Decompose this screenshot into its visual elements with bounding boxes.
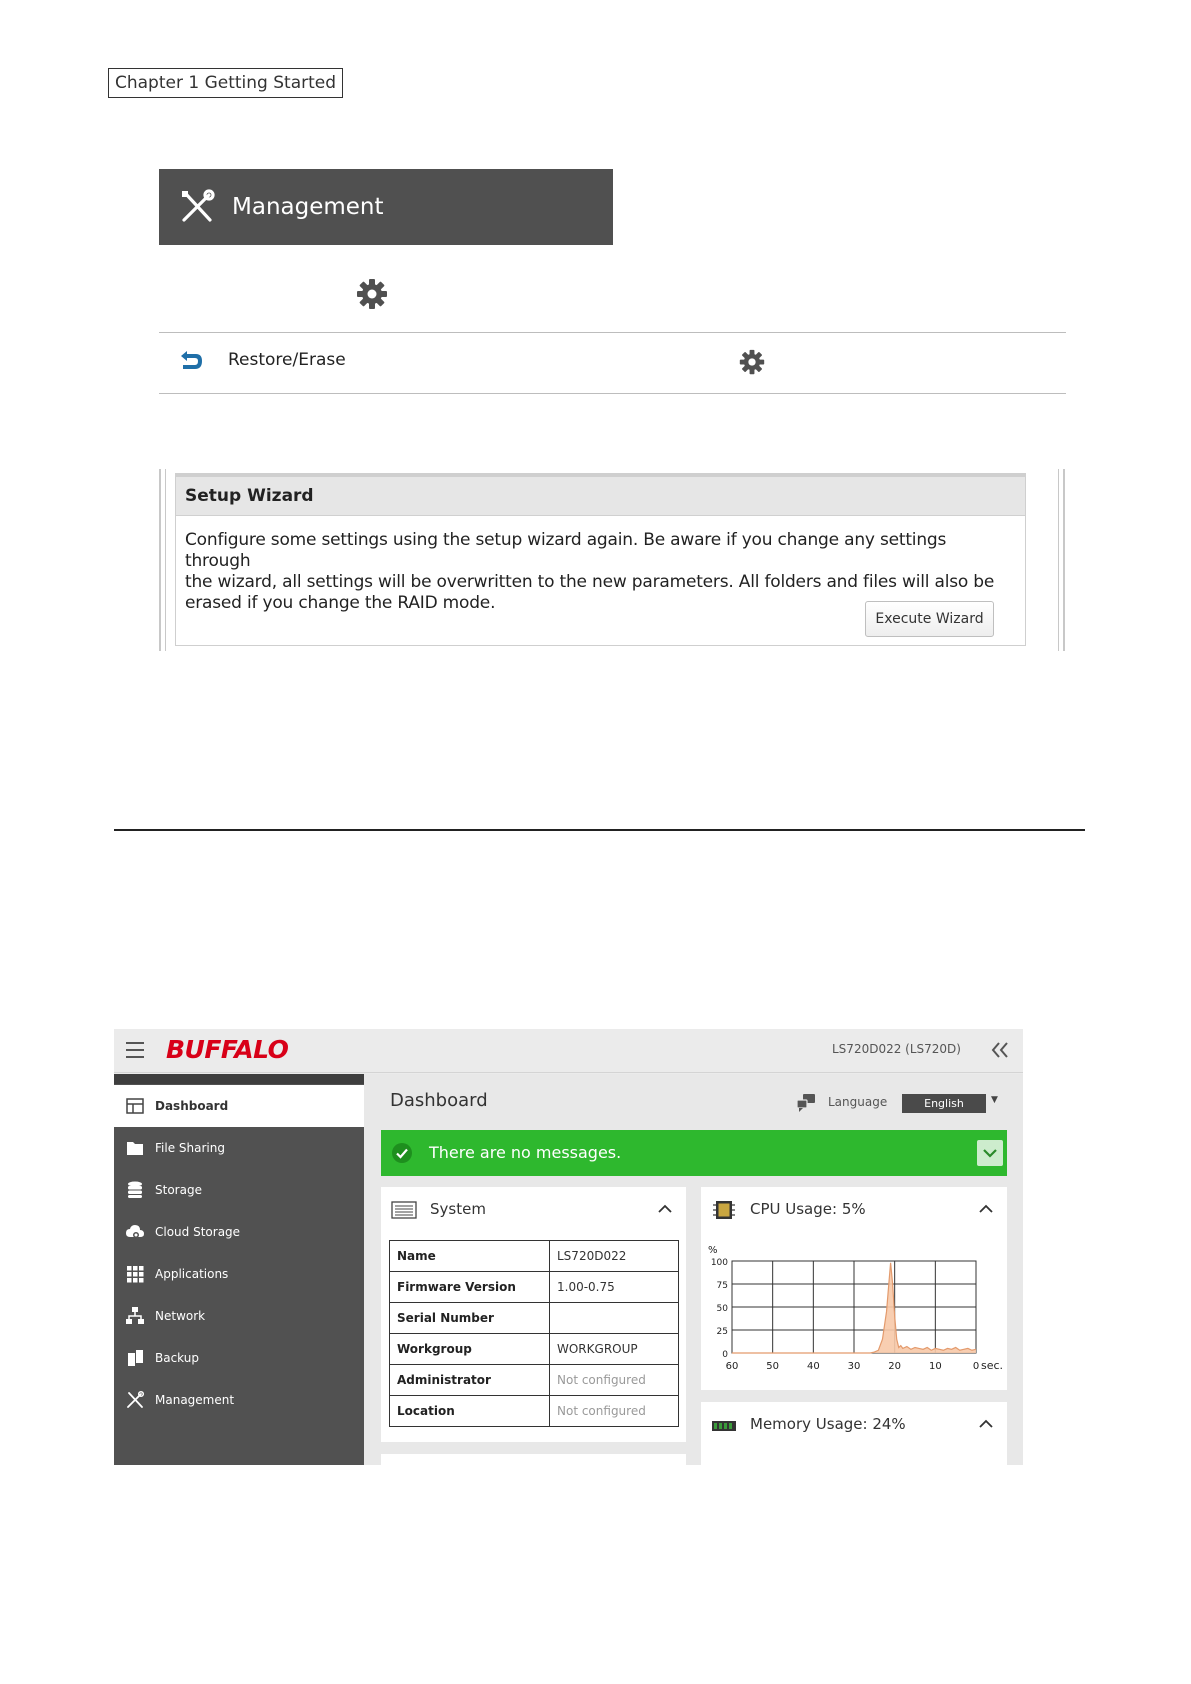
- sidebar-item-applications[interactable]: [114, 1253, 364, 1295]
- row-key: Serial Number: [390, 1303, 550, 1334]
- storage-icon: [125, 1180, 145, 1200]
- sidebar-item-label: Management: [155, 1393, 235, 1407]
- x-tick-label: 0: [972, 1361, 980, 1372]
- cpu-card-title: CPU Usage: 5%: [750, 1200, 866, 1218]
- expand-messages-button[interactable]: [977, 1140, 1003, 1166]
- sidebar-strip: [114, 1074, 364, 1084]
- row-value: WORKGROUP: [550, 1334, 679, 1365]
- double-chevron-left-icon[interactable]: [990, 1041, 1010, 1059]
- wizard-frame-right: [1058, 469, 1065, 651]
- dashboard-screenshot: [114, 1029, 1023, 1465]
- cpu-chip-icon: [711, 1200, 737, 1220]
- network-icon: [125, 1306, 145, 1326]
- sidebar-item-label: Dashboard: [155, 1099, 229, 1113]
- chevron-up-icon[interactable]: [979, 1419, 993, 1428]
- table-row: [390, 1241, 679, 1272]
- wrench-icon: [125, 1390, 145, 1410]
- table-row: [390, 1334, 679, 1365]
- chevron-up-icon[interactable]: [979, 1204, 993, 1213]
- execute-wizard-button[interactable]: Execute Wizard: [865, 601, 994, 637]
- chevron-down-icon[interactable]: ▼: [991, 1095, 998, 1105]
- description-line: Configure some settings using the setup wizard again. Be aware if you change any settings through: [185, 530, 947, 571]
- table-row: [390, 1396, 679, 1427]
- list-icon: [391, 1200, 417, 1220]
- x-tick-label: 40: [806, 1361, 820, 1372]
- y-axis-label: %: [708, 1245, 718, 1256]
- sidebar-item-label: Network: [155, 1309, 206, 1323]
- management-banner: [159, 169, 613, 245]
- x-tick-label: 30: [847, 1361, 861, 1372]
- sidebar-item-label: Applications: [155, 1267, 229, 1281]
- sidebar-item-label: File Sharing: [155, 1141, 225, 1155]
- cpu-card: [701, 1187, 1007, 1390]
- system-card-title: System: [430, 1200, 486, 1218]
- section-divider: [114, 829, 1085, 831]
- row-key: Firmware Version: [390, 1272, 550, 1303]
- sidebar-item-cloud-storage[interactable]: [114, 1211, 364, 1253]
- x-tick-label: 20: [888, 1361, 902, 1372]
- sidebar-item-label: Cloud Storage: [155, 1225, 241, 1239]
- x-axis-label: sec.: [981, 1359, 1004, 1372]
- sidebar-item-file-sharing[interactable]: [114, 1127, 364, 1169]
- x-tick-label: 50: [766, 1361, 780, 1372]
- sidebar-item-storage[interactable]: [114, 1169, 364, 1211]
- language-label: Language: [828, 1095, 888, 1109]
- sidebar-item-label: Storage: [155, 1183, 202, 1197]
- row-key: Administrator: [390, 1365, 550, 1396]
- cloud-icon: [125, 1222, 145, 1242]
- gear-icon: [356, 278, 388, 310]
- y-tick-label: 25: [716, 1327, 728, 1337]
- sidebar: [114, 1074, 364, 1465]
- dashboard-icon: [125, 1096, 145, 1116]
- description-line: erased if you change the RAID mode.: [185, 593, 496, 613]
- x-tick-label: 60: [725, 1361, 739, 1372]
- row-divider-bottom: [159, 393, 1066, 394]
- setup-wizard-title: Setup Wizard: [176, 474, 1025, 516]
- language-select[interactable]: English: [902, 1094, 986, 1113]
- x-tick-label: 10: [928, 1361, 942, 1372]
- row-value: LS720D022: [550, 1241, 679, 1272]
- restore-erase-label: Restore/Erase: [228, 350, 346, 370]
- table-row: [390, 1303, 679, 1334]
- cpu-usage-chart: [701, 1239, 1007, 1389]
- y-tick-label: 75: [716, 1281, 728, 1291]
- table-row: [390, 1272, 679, 1303]
- row-value: 1.00-0.75: [550, 1272, 679, 1303]
- row-value: Not configured: [550, 1365, 679, 1396]
- y-tick-label: 0: [722, 1350, 728, 1360]
- memory-card: [701, 1402, 1007, 1465]
- wizard-frame-left: [159, 469, 166, 651]
- sidebar-item-management[interactable]: [114, 1379, 364, 1421]
- undo-arrow-icon: [178, 350, 204, 374]
- backup-icon: [125, 1348, 145, 1368]
- row-key: Workgroup: [390, 1334, 550, 1365]
- system-card: [381, 1187, 686, 1442]
- top-bar: [114, 1029, 1023, 1073]
- sidebar-item-label: Backup: [155, 1351, 199, 1365]
- system-info-table: [389, 1240, 679, 1427]
- wrench-screwdriver-icon: [178, 188, 216, 226]
- management-banner-label: Management: [232, 194, 384, 220]
- row-key: Name: [390, 1241, 550, 1272]
- row-key: Location: [390, 1396, 550, 1427]
- memory-module-icon: [711, 1415, 737, 1435]
- setup-wizard-panel: [175, 473, 1026, 646]
- sidebar-item-dashboard[interactable]: [114, 1085, 364, 1127]
- main-content: [364, 1074, 1023, 1465]
- sidebar-item-backup[interactable]: [114, 1337, 364, 1379]
- page-title: Dashboard: [390, 1090, 488, 1111]
- next-card: [381, 1454, 686, 1465]
- sidebar-item-network[interactable]: [114, 1295, 364, 1337]
- y-tick-label: 100: [710, 1258, 728, 1268]
- message-bar: [381, 1130, 1007, 1176]
- language-icon: [796, 1093, 816, 1113]
- gear-icon[interactable]: [739, 349, 765, 375]
- folder-icon: [125, 1138, 145, 1158]
- chapter-header: Chapter 1 Getting Started: [108, 68, 343, 98]
- row-divider-top: [159, 332, 1066, 333]
- check-circle-icon: [391, 1142, 413, 1164]
- memory-card-title: Memory Usage: 24%: [750, 1415, 906, 1433]
- apps-grid-icon: [125, 1264, 145, 1284]
- device-name: LS720D022 (LS720D): [832, 1042, 961, 1056]
- chevron-up-icon[interactable]: [658, 1204, 672, 1213]
- message-text: There are no messages.: [429, 1143, 622, 1162]
- brand-logo: BUFFALO: [166, 1035, 289, 1064]
- chevron-down-icon: [977, 1140, 1003, 1166]
- row-value: [550, 1303, 679, 1334]
- y-tick-label: 50: [716, 1304, 728, 1314]
- table-row: [390, 1365, 679, 1396]
- description-line: the wizard, all settings will be overwritten to the new parameters. All folders and files will also be: [185, 572, 995, 592]
- hamburger-menu-icon[interactable]: [126, 1042, 144, 1058]
- row-value: Not configured: [550, 1396, 679, 1427]
